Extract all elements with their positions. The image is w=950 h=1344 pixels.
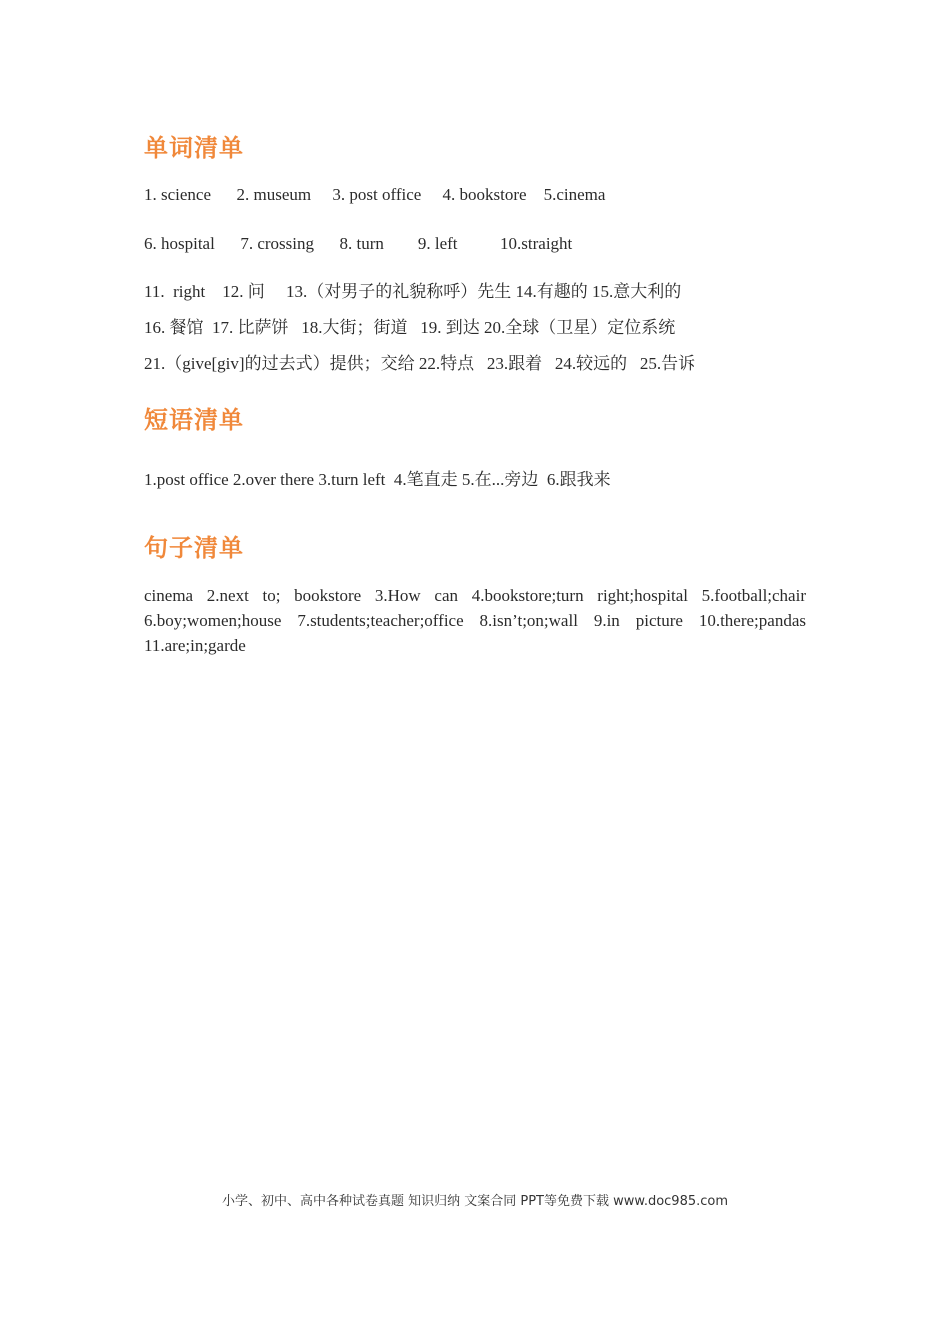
word-list-line-2: 6. hospital 7. crossing 8. turn 9. left 10.straight — [144, 234, 573, 253]
sentence-answers-paragraph: cinema 2.next to; bookstore 3.How can 4.bookstore;turn right;hospital 5.football;chair 6.boy;women;house 7.students;teacher;office 8.isn’t;on;wall 9.in picture 10.there;pandas 11.are;in;garde — [144, 586, 806, 655]
words-section-title: 单词清单 — [144, 134, 244, 162]
word-list-line-5: 21.（give[giv]的过去式）提供；交给 22.特点 23.跟着 24.较远的 25.告诉 — [144, 354, 696, 373]
phrases-section-title: 短语清单 — [144, 406, 244, 434]
word-list-line-4: 16. 餐馆 17. 比萨饼 18.大街；街道 19. 到达 20.全球（卫星）定位系统 — [144, 318, 676, 337]
word-list-line-1: 1. science 2. museum 3. post office 4. bookstore 5.cinema — [144, 185, 606, 204]
sentences-section-title: 句子清单 — [144, 534, 244, 562]
word-list-line-3: 11. right 12. 问 13.（对男子的礼貌称呼）先生 14.有趣的 15.意大利的 — [144, 282, 682, 301]
phrase-list-line: 1.post office 2.over there 3.turn left 4.笔直走 5.在...旁边 6.跟我来 — [144, 470, 611, 489]
footer-text: 小学、初中、高中各种试卷真题 知识归纳 文案合同 PPT等免费下载 www.doc985.com — [221, 1194, 729, 1209]
